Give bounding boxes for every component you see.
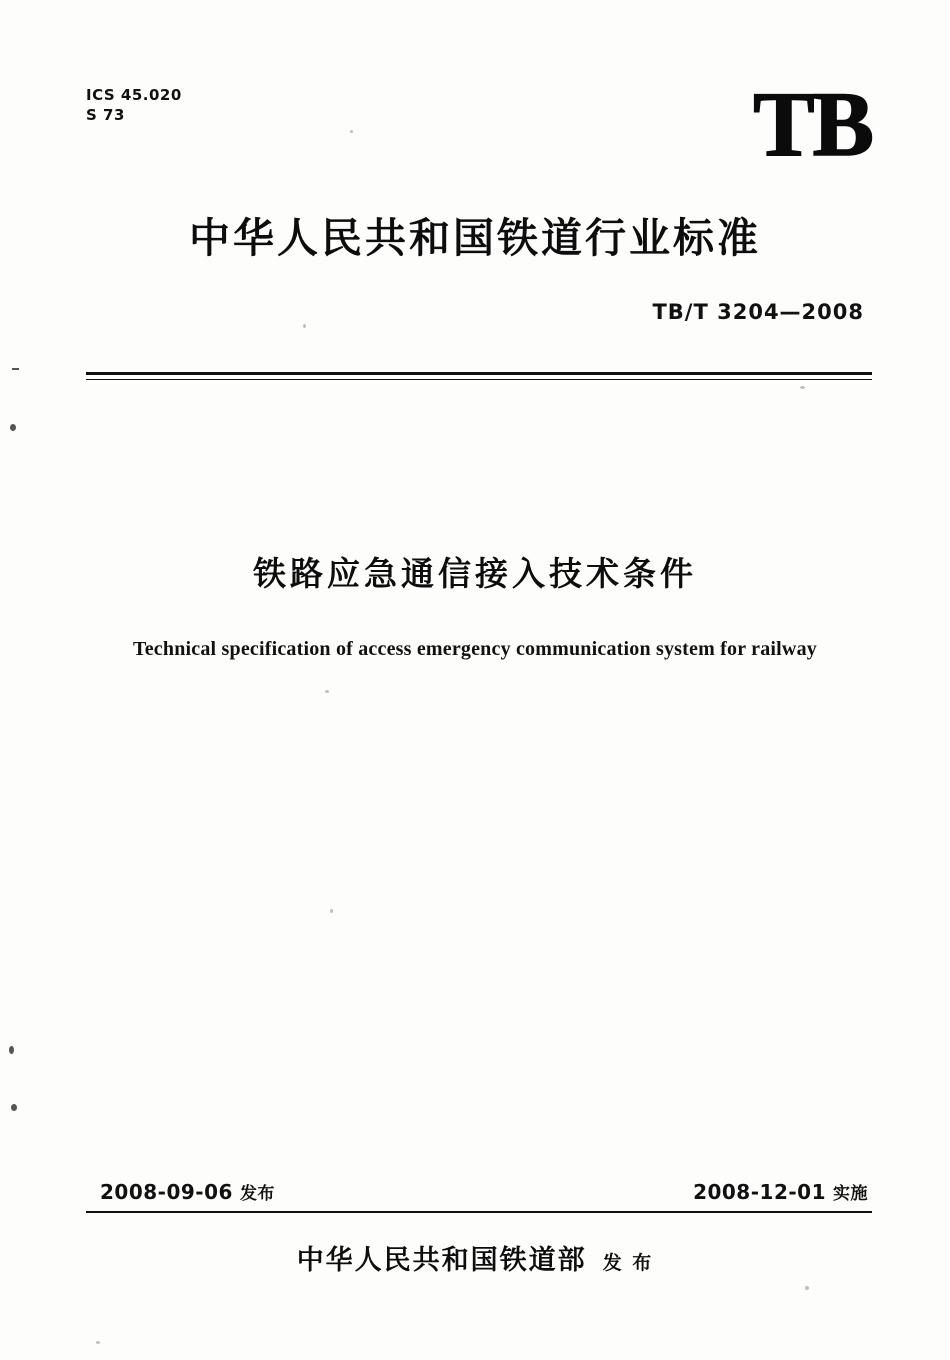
ics-number: ICS 45.020	[86, 86, 182, 104]
publisher-name: 中华人民共和国铁道部	[296, 1245, 587, 1276]
scan-speck	[330, 909, 333, 913]
scan-speck	[325, 690, 329, 693]
scan-speck	[96, 1341, 100, 1344]
scan-edge-mark	[10, 424, 16, 431]
scan-edge-mark	[11, 1104, 17, 1111]
document-title-chinese: 铁路应急通信接入技术条件	[253, 554, 697, 593]
publisher-line	[0, 1238, 950, 1277]
scan-speck	[303, 324, 306, 328]
document-title-english: Technical specification of access emergency communication system for railway	[133, 638, 817, 660]
standard-body-title: 中华人民共和国铁道行业标准	[189, 214, 761, 262]
scan-speck	[350, 130, 353, 133]
effective-date-value: 2008-12-01	[693, 1180, 826, 1204]
classification-code: S 73	[86, 106, 125, 124]
scan-edge-mark	[12, 368, 19, 370]
standard-code: TB/T 3204—2008	[652, 300, 864, 324]
tb-logo: TB	[753, 73, 872, 175]
issue-date-label: 发布	[239, 1184, 275, 1204]
scan-speck	[800, 386, 805, 389]
effective-date	[693, 1179, 868, 1204]
effective-date-label: 实施	[833, 1184, 868, 1204]
scan-speck	[805, 1286, 809, 1290]
issue-date	[100, 1179, 275, 1204]
scan-edge-mark	[9, 1046, 14, 1054]
header-rule-thick	[86, 372, 872, 375]
footer-rule	[86, 1211, 872, 1213]
issue-date-value: 2008-09-06	[100, 1180, 233, 1204]
publisher-action: 发 布	[602, 1252, 654, 1274]
header-rule-thin	[86, 379, 872, 380]
ics-classification-block	[86, 86, 182, 125]
